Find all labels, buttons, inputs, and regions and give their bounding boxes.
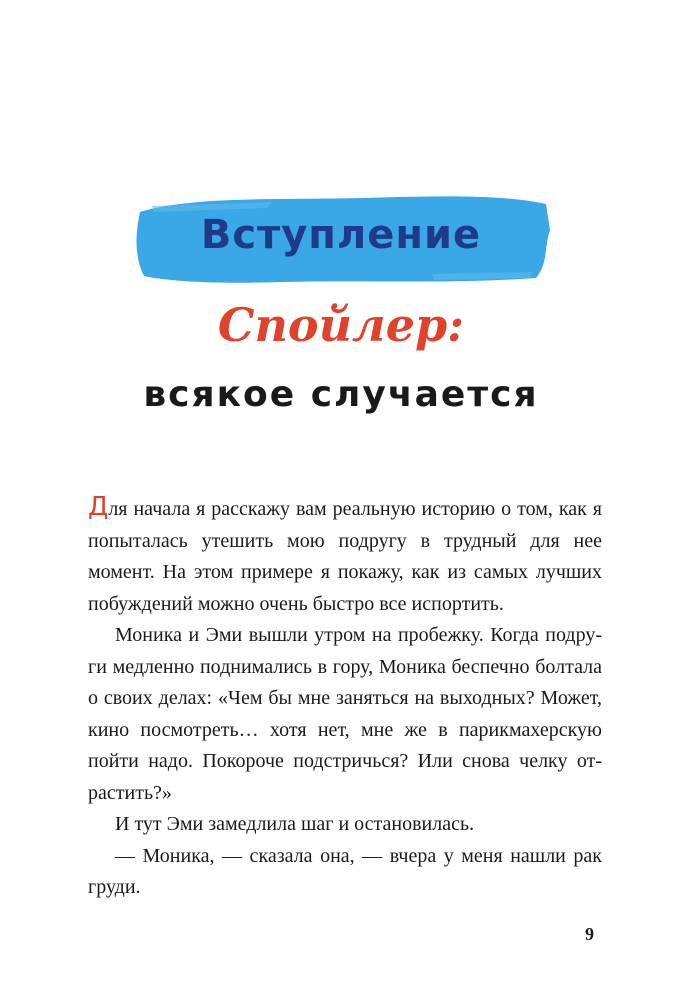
chapter-subtitle: всякое случается (143, 374, 539, 415)
chapter-title: Вступление (200, 212, 482, 258)
paragraph-2: Моника и Эми вышли утром на пробежку. Когда подру-ги медленно поднимались в гору, Моника беспечно болтала о своих делах: «Чем бы мне заняться на выходных? Может, кино посмотреть… хотя нет, мне же в парикмахерскую пойти надо. Покороче подстричься? Или снова челку от-растить?» (88, 624, 602, 804)
drop-cap: Д (88, 492, 109, 522)
paragraph-1 (88, 494, 602, 620)
paragraph-4: — Моника, — сказала она, — вчера у меня нашли рак груди. (88, 844, 602, 898)
spoiler-heading: Спойлер: (217, 298, 465, 352)
page-number: 9 (585, 924, 594, 944)
paragraph-3: И тут Эми замедлила шаг и остановилась. (115, 813, 475, 835)
paragraph-1-text: ля начала я расскажу вам реальную историю о том, как я попыталась утешить мою подругу в трудный для нее момент. На этом примере я покажу, как из самых лучших побуждений можно очень быстро все испортить. (88, 498, 602, 615)
body-text (88, 494, 602, 904)
